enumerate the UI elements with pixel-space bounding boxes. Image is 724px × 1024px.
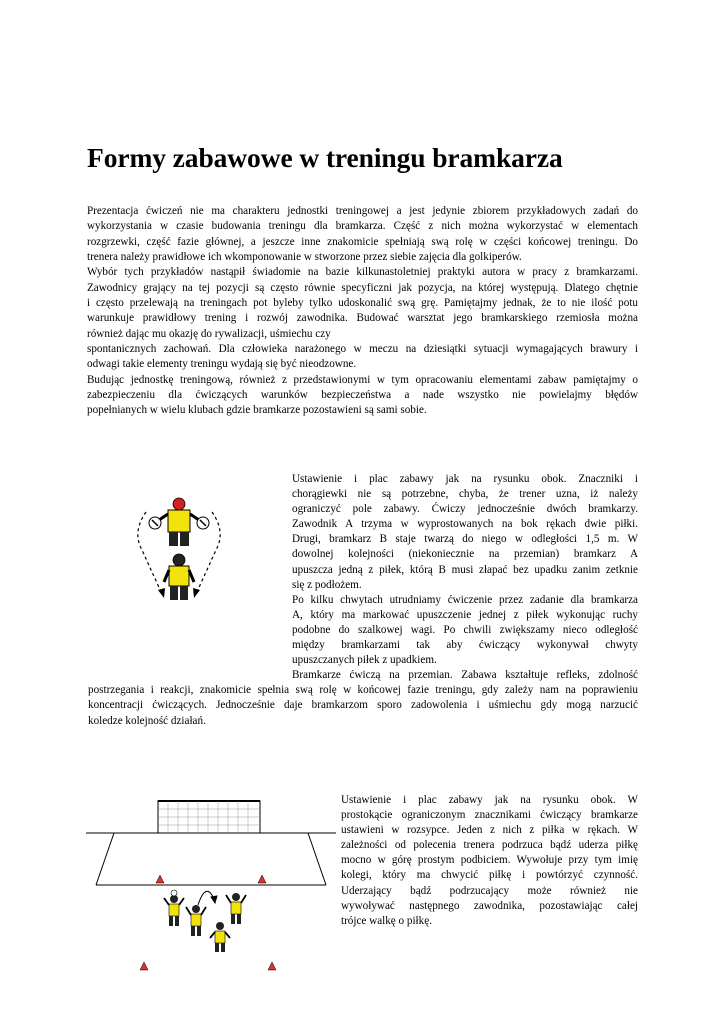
pitch-lines <box>86 833 336 885</box>
exercise2-line: Ustawienie i plac zabawy jak na rysunku obok. W <box>341 794 638 806</box>
intro-line: trenera należy prawidłowe ich wkomponowanie w stworzone przez siebie zajęcia dla golkiperów. <box>87 251 522 264</box>
intro-line: Wybór tych przykładów nastąpił świadomie na bazie kilkunastoletniej praktyki autora w pracy z bramkarzami. <box>87 266 638 279</box>
goalkeeper-2-figure <box>186 905 206 936</box>
goalkeeper-4-figure <box>210 922 230 952</box>
intro-line: spontanicznych zachowań. Dla człowieka narażonego w meczu na dziesiątki sytuacji wymagających brawury i <box>87 343 638 356</box>
intro-line: zabezpieczeniu dla ćwiczących warunków bezpieczeństwa a nade wszystko nie powielajmy błędów <box>87 389 638 402</box>
intro-line: również dając mu okazję do rywalizacji, uśmiechu czy <box>87 327 331 340</box>
exercise1-line: się z podłożem. <box>292 578 362 591</box>
intro-line: Prezentacja ćwiczeń nie ma charakteru jednostki treningowej a jest jedynie zbiorem przykładowych zadań do <box>87 205 638 217</box>
intro-line: odwagi takie elementy treningu wydają się być nieodzowne. <box>87 358 357 371</box>
exercise1-line: upuszcza jedną z piłek, którą B musi złapać bez upadku zanim zetknie <box>292 563 638 576</box>
intro-line: i często przelewają na treningach pot byleby tylko udoskonalić swą grę. Pamiętajmy jednak, że to nie ilość potu <box>87 297 638 310</box>
exercise1-line: chorągiewki nie są potrzebne, chyba, że trener uzna, iż należy <box>292 488 638 501</box>
intro-line: Zawodnicy grający na tej pozycji są często równie specyficzni jak pozycja, na której występują. Dlatego chętnie <box>87 281 638 294</box>
cone-markers <box>140 875 276 970</box>
exercise2-line: prostokącie ograniczonym znacznikami ćwiczący bramkarze <box>341 809 638 822</box>
exercise1-line: między bramkarzami tak aby ćwiczący wykonywał chwyty <box>292 639 638 652</box>
exercise1-line: Bramkarze ćwiczą na przemian. Zabawa kształtuje refleks, zdolność <box>292 669 638 682</box>
exercise2-line: kolegi, który ma chwycić piłkę i powtórzyć czynność. <box>341 869 638 882</box>
exercise2-line: Uderzający bądź podrzucający może również nie <box>341 884 638 897</box>
exercise2-line: trójce walkę o piłkę. <box>341 914 432 927</box>
exercise1-line: Po kilku chwytach utrudniamy ćwiczenie przez zadanie dla bramkarza <box>292 593 638 606</box>
exercise1-line: Ustawienie i plac zabawy jak na rysunku obok. Znaczniki i <box>292 473 638 485</box>
intro-line: Budując jednostkę treningową, również z przedstawionymi w tym opracowaniu elementami zabaw pamiętajmy o <box>87 373 638 386</box>
exercise2-line: zależności od polecenia trenera podrzuca bądź uderza piłkę <box>341 839 638 852</box>
exercise2-illustration <box>86 795 336 975</box>
intro-line: rozgrzewki, część fazie głównej, a jeszcze inne znakomicie spełniają swą rolę w części końcowej treningu. Do <box>87 235 638 248</box>
exercise2-text <box>341 793 638 929</box>
exercise1-line: koledze kolejność działań. <box>88 714 206 727</box>
intro-line: popełnianych w wielu klubach gdzie bramkarze pozostawieni są sami sobie. <box>87 404 427 417</box>
goalkeeper-3-figure <box>226 893 246 924</box>
intro-text <box>87 204 638 419</box>
page-title: Formy zabawowe w treningu bramkarza <box>87 142 563 173</box>
exercise2-line: mocno w górę prostym podbiciem. Wywołuje przy tym imię <box>341 854 638 867</box>
goal-net <box>158 801 260 833</box>
intro-line: warunkuje prawidłowy trening i rozwój zawodnika. Budować warsztat jego bramkarskiego rzemiosła można <box>87 312 638 325</box>
exercise1-line: dowolnej kolejności (niekoniecznie na przemian) bramkarz A <box>292 548 638 561</box>
exercise2-line: wywoływać następnego zawodnika, pozostawiając całej <box>341 899 638 912</box>
exercise1-line: podobne do szalkowej wagi. Po chwili zwiększamy nieco odległość <box>292 623 638 636</box>
exercise1-line: Zawodnik A trzyma w wyprostowanych na bok rękach dwie piłki. <box>292 518 638 531</box>
intro-line: wykorzystania w czasie budowania treningu dla bramkarza. Część z nich można wykorzystać w elementach <box>87 220 638 233</box>
exercise1-line: A, który ma markować upuszczenie jednej z piłek wykonując ruchy <box>292 608 638 621</box>
exercise1-text <box>88 472 638 729</box>
exercise2-line: ustawieni w rozsypce. Jeden z nich z piłka w rękach. W <box>341 824 638 837</box>
ball-flight-arrow <box>198 891 217 905</box>
exercise1-line: upuszczanych piłek z upadkiem. <box>292 654 437 667</box>
exercise1-line: koncentracji ćwiczących. Jednocześnie daje bramkarzom sporo zadowolenia i uśmiechu gdy mogą narzucić <box>88 699 638 712</box>
goalkeeper-1-figure <box>164 890 184 926</box>
exercise1-line: ograniczyć pole zabawy. Ćwiczy jednocześnie dwóch bramkarzy. <box>292 503 638 516</box>
exercise1-line: Drugi, bramkarz B staje twarzą do niego w odległości 1,5 m. W <box>292 533 638 546</box>
exercise1-line: postrzegania i reakcji, znakomicie spełnia swą rolę w końcowej fazie treningu, gdy zależy nam na poprawieniu <box>88 684 638 697</box>
